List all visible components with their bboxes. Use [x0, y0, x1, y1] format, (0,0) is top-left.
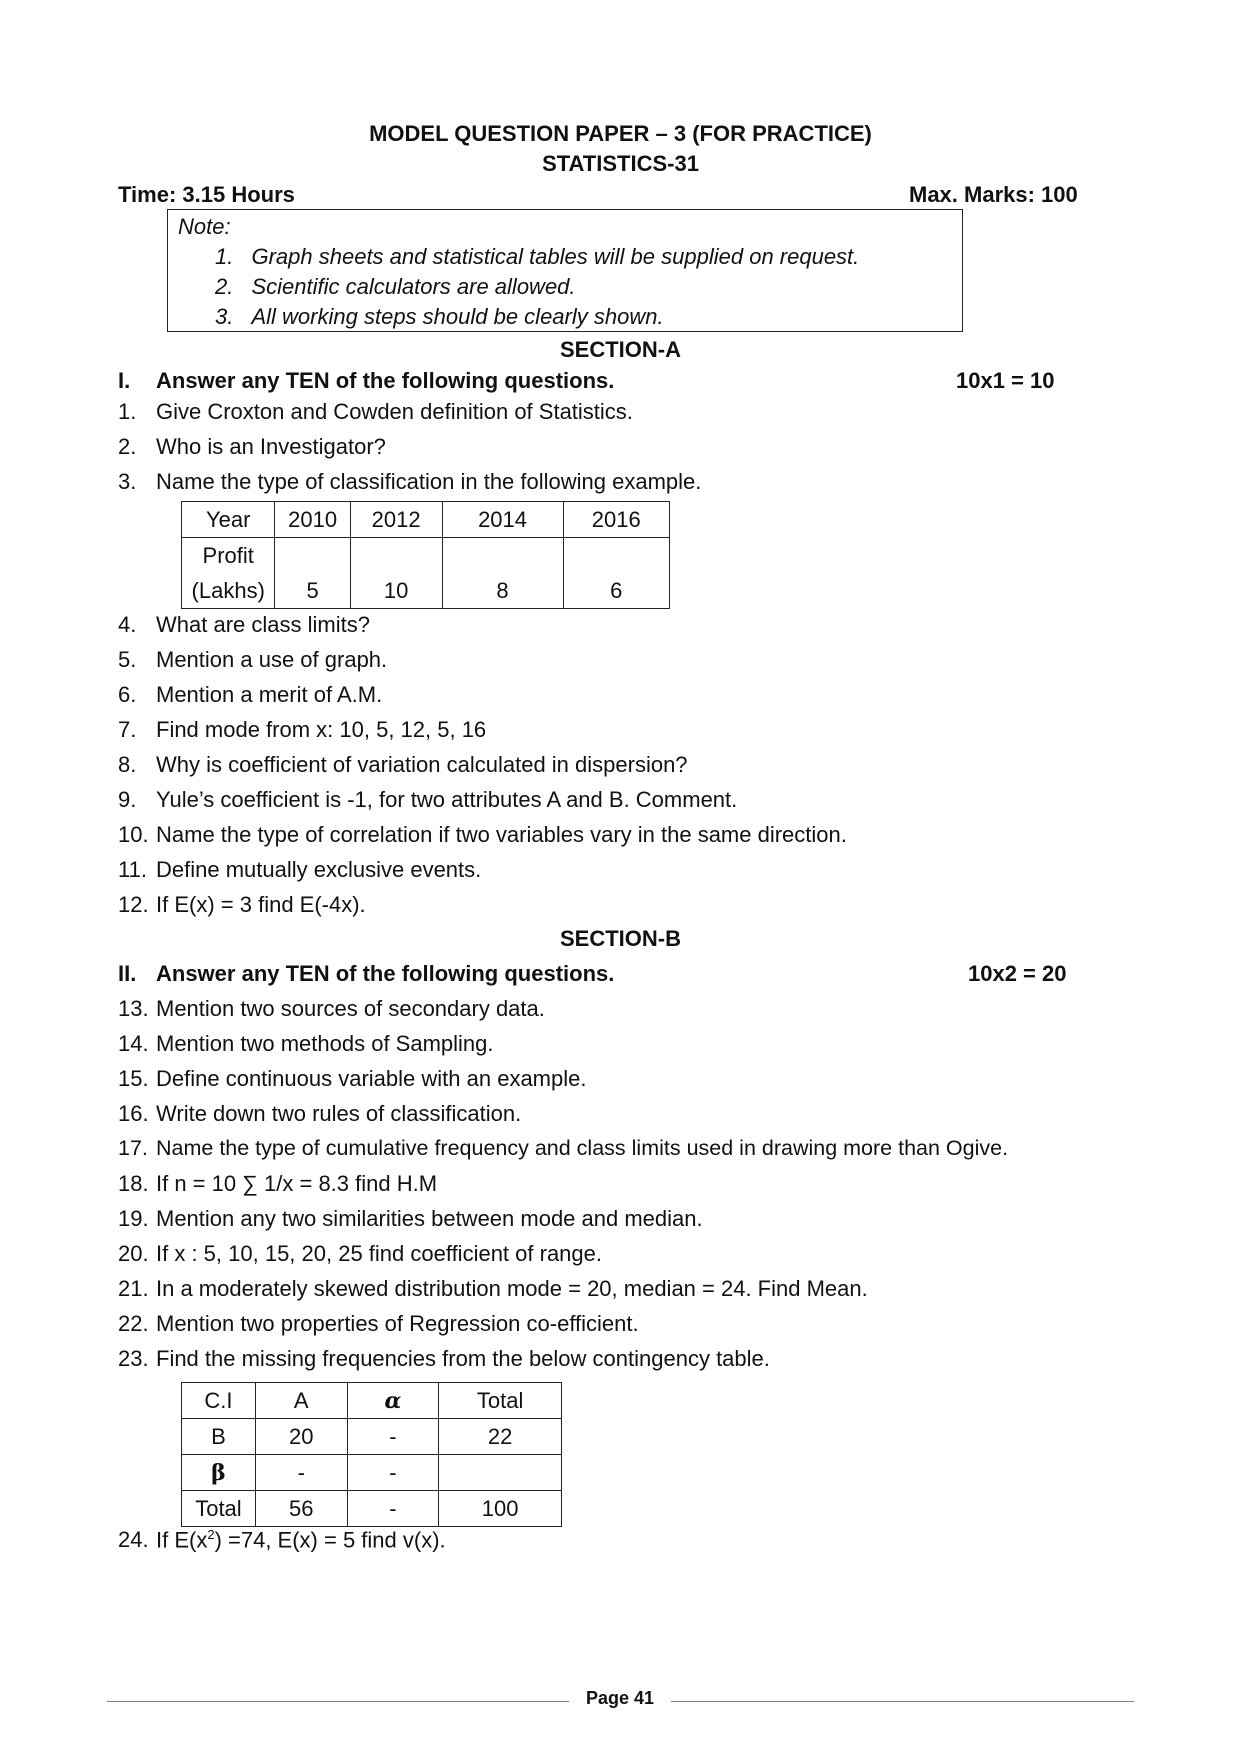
question-number: 11. — [118, 857, 147, 882]
question-item — [118, 787, 737, 813]
question-text: Yule’s coefficient is -1, for two attributes A and B. Comment. — [156, 787, 738, 812]
question-text: Why is coefficient of variation calculated in dispersion? — [156, 752, 688, 777]
note-item-number: 3. — [215, 304, 234, 329]
contingency-table — [181, 1382, 562, 1527]
question-text: Mention any two similarities between mode and median. — [156, 1206, 703, 1231]
question-text: Mention a merit of A.M. — [156, 682, 383, 707]
question-item — [118, 822, 847, 848]
question-number: 14. — [118, 1031, 149, 1056]
note-item-text: Scientific calculators are allowed. — [251, 274, 576, 299]
table-header-cell: 2016 — [563, 502, 669, 538]
table-cell: Total — [182, 1491, 256, 1527]
note-item-number: 2. — [215, 274, 234, 299]
table-cell: - — [347, 1491, 439, 1527]
question-number: 21. — [118, 1276, 149, 1301]
question-item — [118, 647, 387, 673]
table-cell: 10 — [350, 538, 442, 609]
note-box — [167, 209, 963, 332]
question-number: 1. — [118, 399, 137, 424]
question-item — [118, 1066, 586, 1092]
table-cell: 20 — [255, 1419, 347, 1455]
section-b-marks: 10x2 = 20 — [968, 961, 1067, 986]
question-number: 9. — [118, 787, 137, 812]
question-number: 10. — [118, 822, 149, 847]
table-cell: 8 — [442, 538, 563, 609]
table-row-label — [182, 538, 275, 609]
question-text: If E(x) = 3 find E(-4x). — [156, 892, 366, 917]
instruction-text: Answer any TEN of the following questions. — [156, 961, 615, 986]
instruction-text: Answer any TEN of the following questions. — [156, 368, 615, 393]
question-number: 3. — [118, 469, 137, 494]
note-item-text: All working steps should be clearly shown. — [251, 304, 664, 329]
question-item — [118, 892, 366, 918]
row-label-line: (Lakhs) — [191, 578, 265, 603]
question-text: If x : 5, 10, 15, 20, 25 find coefficient of range. — [156, 1241, 602, 1266]
table-header-cell: Total — [439, 1383, 562, 1419]
paper-title: MODEL QUESTION PAPER – 3 (FOR PRACTICE) — [369, 121, 872, 146]
question-number: 15. — [118, 1066, 149, 1091]
paper-subject: STATISTICS-31 — [542, 151, 699, 176]
question-number: 16. — [118, 1101, 149, 1126]
question-number: 7. — [118, 717, 137, 742]
table-header-cell: 2014 — [442, 502, 563, 538]
page-number: Page 41 — [585, 1688, 655, 1708]
max-marks: Max. Marks: 100 — [909, 182, 1078, 207]
section-a-instruction — [118, 368, 614, 394]
question-item — [118, 996, 545, 1022]
note-item — [215, 304, 664, 330]
section-b-instruction — [118, 961, 614, 987]
question-number: 20. — [118, 1241, 149, 1266]
question-text: In a moderately skewed distribution mode = 20, median = 24. Find Mean. — [156, 1276, 868, 1301]
section-b-title: SECTION-B — [560, 926, 681, 951]
question-item — [118, 857, 481, 883]
question-text: What are class limits? — [156, 612, 370, 637]
question-number: 23. — [118, 1346, 149, 1371]
table-cell: β — [182, 1455, 256, 1491]
question-item — [118, 1136, 1008, 1161]
table-header-cell: A — [255, 1383, 347, 1419]
question-number: 19. — [118, 1206, 149, 1231]
question-item — [118, 1031, 494, 1057]
section-a-marks: 10x1 = 10 — [956, 368, 1055, 393]
classification-table — [181, 501, 670, 609]
question-text: If E(x — [156, 1527, 208, 1553]
question-text: Find the missing frequencies from the below contingency table. — [156, 1346, 770, 1371]
question-text: If n = 10 ∑ 1/x = 8.3 find H.M — [156, 1171, 438, 1196]
question-text: Mention two sources of secondary data. — [156, 996, 545, 1021]
note-item-text: Graph sheets and statistical tables will be supplied on request. — [251, 244, 860, 269]
question-item — [118, 1206, 703, 1232]
question-number: 24. — [118, 1527, 149, 1553]
question-item — [118, 434, 386, 460]
question-text: Define mutually exclusive events. — [156, 857, 482, 882]
question-item — [118, 399, 633, 425]
question-item — [118, 752, 688, 778]
question-text: Write down two rules of classification. — [156, 1101, 522, 1126]
table-header-cell: Year — [182, 502, 275, 538]
table-header-cell: α — [347, 1383, 439, 1419]
question-number: 13. — [118, 996, 149, 1021]
question-text: Name the type of cumulative frequency and class limits used in drawing more than Ogive. — [156, 1136, 1009, 1160]
note-item — [215, 274, 576, 300]
question-text: Give Croxton and Cowden definition of Statistics. — [156, 399, 633, 424]
table-cell: 22 — [439, 1419, 562, 1455]
table-cell: 5 — [275, 538, 350, 609]
question-item — [118, 469, 701, 495]
question-item — [118, 1276, 868, 1302]
table-cell: B — [182, 1419, 256, 1455]
question-text: Who is an Investigator? — [156, 434, 386, 459]
instruction-number: II. — [118, 961, 137, 986]
question-item — [118, 1171, 437, 1197]
table-cell: - — [255, 1455, 347, 1491]
row-label-line: Profit — [202, 543, 254, 568]
question-number: 22. — [118, 1311, 149, 1336]
footer-rule-right — [671, 1701, 1134, 1702]
note-title: Note: — [178, 214, 231, 239]
question-item — [118, 1346, 770, 1372]
table-header-cell: 2010 — [275, 502, 350, 538]
question-text: Mention two methods of Sampling. — [156, 1031, 494, 1056]
table-cell: 100 — [439, 1491, 562, 1527]
question-item — [118, 1311, 639, 1337]
question-item — [118, 682, 382, 708]
question-text: Mention two properties of Regression co-efficient. — [156, 1311, 639, 1336]
question-item — [118, 1101, 521, 1127]
question-item — [118, 1241, 602, 1267]
question-text: Mention a use of graph. — [156, 647, 388, 672]
question-item — [118, 612, 370, 638]
superscript: 2 — [207, 1527, 215, 1542]
time-allowed: Time: 3.15 Hours — [118, 182, 295, 207]
table-header-cell: C.I — [182, 1383, 256, 1419]
question-number: 6. — [118, 682, 137, 707]
question-number: 17. — [118, 1136, 148, 1160]
question-number: 18. — [118, 1171, 149, 1196]
question-number: 12. — [118, 892, 149, 917]
table-cell: - — [347, 1455, 439, 1491]
table-cell: 56 — [255, 1491, 347, 1527]
table-cell: - — [347, 1419, 439, 1455]
question-item — [118, 717, 486, 743]
question-number: 2. — [118, 434, 137, 459]
question-text: ) =74, E(x) = 5 find v(x). — [214, 1527, 446, 1553]
question-text: Name the type of classification in the following example. — [156, 469, 702, 494]
instruction-number: I. — [118, 368, 131, 393]
table-cell — [439, 1455, 562, 1491]
question-item — [118, 1527, 446, 1553]
question-number: 4. — [118, 612, 137, 637]
question-text: Find mode from x: 10, 5, 12, 5, 16 — [156, 717, 487, 742]
footer-rule-left — [107, 1701, 569, 1702]
section-a-title: SECTION-A — [560, 337, 681, 362]
question-number: 5. — [118, 647, 137, 672]
question-number: 8. — [118, 752, 137, 777]
question-text: Define continuous variable with an example. — [156, 1066, 587, 1091]
table-header-cell: 2012 — [350, 502, 442, 538]
table-cell: 6 — [563, 538, 669, 609]
note-item — [215, 244, 859, 270]
note-item-number: 1. — [215, 244, 234, 269]
question-text: Name the type of correlation if two variables vary in the same direction. — [156, 822, 847, 847]
